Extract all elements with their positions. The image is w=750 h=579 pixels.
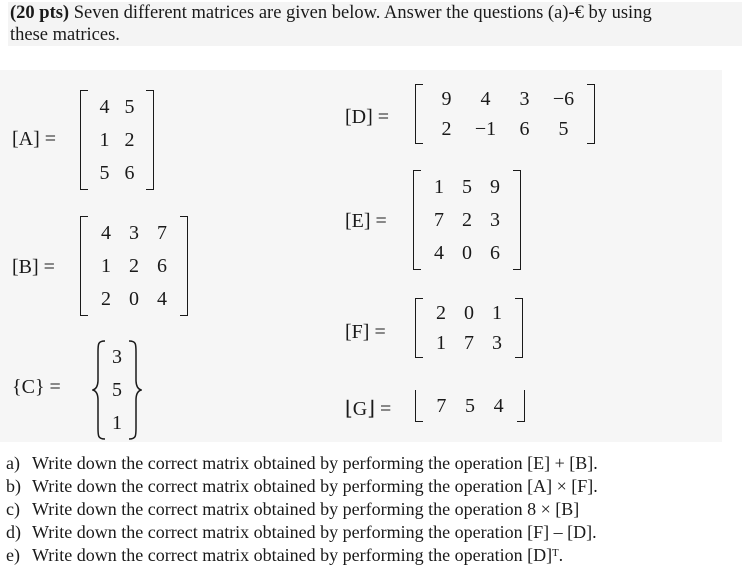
matrix-e-label: [E] = [345, 210, 387, 232]
matrix-e [413, 170, 521, 270]
matrix-f-cell: 3 [492, 332, 502, 354]
matrix-e-cell: 6 [490, 242, 500, 265]
matrix-e-cell: 4 [434, 242, 444, 265]
matrix-f-label: [F] = [345, 321, 386, 343]
question-d: d) Write down the correct matrix obtained by performing the operation [F] – [D]. [6, 522, 597, 542]
matrix-b-cell: 1 [101, 254, 111, 277]
matrix-f-cell: 1 [492, 302, 502, 324]
matrix-d-cell: 5 [558, 118, 569, 140]
matrix-f [415, 298, 523, 358]
matrix-b-cell: 4 [157, 288, 167, 311]
matrix-b-cell: 4 [101, 221, 111, 244]
matrix-f-cell: 7 [464, 332, 474, 354]
matrix-f-cell: 2 [436, 302, 446, 324]
matrix-a-cell: 6 [124, 162, 135, 185]
matrix-e-cell: 3 [490, 208, 500, 231]
right-brace-icon [128, 340, 142, 440]
matrix-d-label: [D] = [345, 106, 390, 128]
matrix-e-cell: 2 [462, 208, 472, 231]
matrix-b-cell: 2 [129, 254, 139, 277]
matrix-d-cell: 4 [480, 88, 491, 110]
matrix-g-cell: 7 [436, 395, 447, 417]
matrix-a-cell: 2 [124, 128, 135, 151]
matrix-a-cell: 4 [99, 95, 110, 118]
matrix-c [92, 340, 142, 440]
matrix-b-cell: 2 [101, 288, 111, 311]
matrix-b-label: [B] = [12, 256, 55, 278]
intro-text-line2: these matrices. [10, 25, 120, 45]
matrix-d-cell: 2 [441, 118, 452, 140]
matrix-a-cell: 5 [99, 162, 110, 185]
matrix-c-cell: 3 [112, 345, 122, 368]
matrix-g-cell: 5 [464, 395, 475, 417]
matrix-b-cell: 7 [157, 221, 167, 244]
matrix-g-label: ⌊G⌋ = [345, 398, 392, 420]
question-b: b) Write down the correct matrix obtained by performing the operation [A] × [F]. [6, 476, 598, 496]
matrix-e-cell: 7 [434, 208, 444, 231]
matrix-a [80, 90, 154, 190]
matrices-panel [0, 70, 722, 442]
matrix-e-cell: 0 [462, 242, 472, 265]
matrix-b-cell: 0 [129, 288, 139, 311]
matrix-a-cell: 5 [124, 95, 135, 118]
matrix-e-cell: 1 [434, 175, 444, 198]
matrix-e-cell: 5 [462, 175, 472, 198]
intro-text-line1: Seven different matrices are given below. Answer the questions (a)-€ by using [69, 3, 652, 23]
matrix-g-cell: 4 [493, 395, 504, 417]
matrix-f-cell: 0 [464, 302, 474, 324]
matrix-c-cell: 1 [112, 412, 122, 435]
matrix-b [80, 216, 188, 316]
question-list [0, 452, 740, 567]
matrix-c-label: {C} = [12, 376, 61, 398]
matrix-c-cell: 5 [112, 378, 122, 401]
matrix-b-cell: 3 [129, 221, 139, 244]
matrix-d-cell: −6 [552, 88, 575, 110]
matrix-f-cell: 1 [436, 332, 446, 354]
matrix-d-cell: 3 [519, 88, 530, 110]
matrix-b-cell: 6 [157, 254, 167, 277]
question-c: c) Write down the correct matrix obtained by performing the operation 8 × [B] [6, 499, 580, 519]
matrix-d-cell: −1 [474, 118, 497, 140]
question-a: a) Write down the correct matrix obtained by performing the operation [E] + [B]. [6, 453, 598, 473]
matrix-a-cell: 1 [99, 128, 110, 151]
matrix-d-cell: 6 [519, 118, 530, 140]
matrix-e-cell: 9 [490, 175, 500, 198]
points-label: (20 pts) [10, 3, 70, 23]
problem-intro [8, 2, 742, 46]
matrix-a-label: [A] = [12, 128, 57, 150]
matrix-d [415, 84, 595, 144]
question-e: e) Write down the correct matrix obtained by performing the operation [D]ᵀ. [6, 545, 564, 565]
matrix-g [415, 390, 525, 422]
matrix-d-cell: 9 [441, 88, 452, 110]
